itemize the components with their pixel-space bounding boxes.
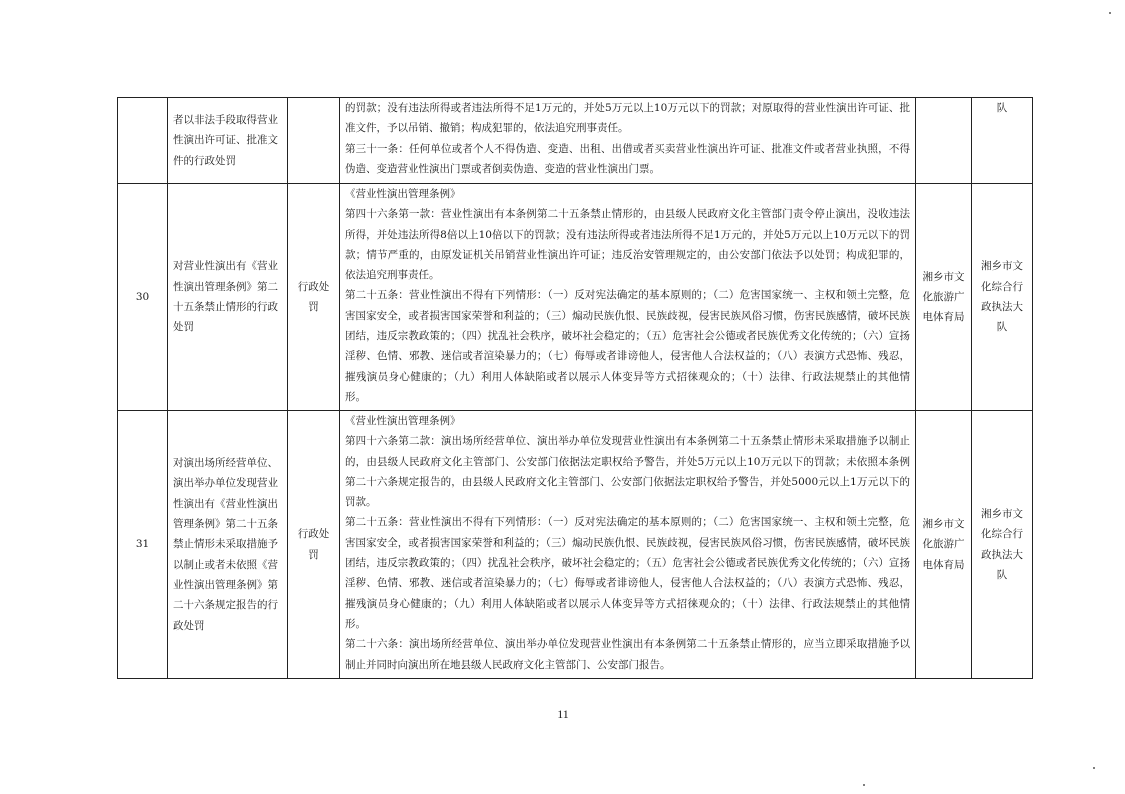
implementing-agency <box>916 98 972 184</box>
scan-speck <box>863 784 865 786</box>
basis-paragraph: 第二十五条：营业性演出不得有下列情形：（一）反对宪法确定的基本原则的；（二）危害国家统一、主权和领土完整，危害国家安全，或者损害国家荣誉和利益的；（三）煽动民族仇恨、民族歧视，侵害民族风俗习惯，伤害民族感情，破坏民族团结，违反宗教政策的；（四）扰乱社会秩序，破坏社会稳定的；（五）危害社会公德或者民族优秀文化传统的；（六）宣扬淫秽、色情、邪教、迷信或者渲染暴力的；（七）侮辱或者诽谤他人，侵害他人合法权益的；（八）表演方式恐怖、残忍，摧残演员身心健康的；（九）利用人体缺陷或者以展示人体变异等方式招徕观众的；（十）法律、行政法规禁止的其他情形。 <box>345 516 910 630</box>
implementing-agency: 湘乡市文化旅游广电体育局 <box>916 184 972 411</box>
implementing-agency: 湘乡市文化旅游广电体育局 <box>916 411 972 679</box>
row-number: 30 <box>118 184 168 411</box>
basis-paragraph: 第三十一条：任何单位或者个人不得伪造、变造、出租、出借或者买卖营业性演出许可证、批准文件或者营业执照，不得伪造、变造营业性演出门票或者倒卖伪造、变造的营业性演出门票。 <box>345 142 910 175</box>
penalty-kind <box>288 98 340 184</box>
penalty-kind: 行政处罚 <box>288 184 340 411</box>
basis-paragraph: 《营业性演出管理条例》 <box>345 188 461 200</box>
penalty-item: 对营业性演出有《营业性演出管理条例》第二十五条禁止情形的行政处罚 <box>168 184 288 411</box>
penalty-item: 者以非法手段取得营业性演出许可证、批准文件的行政处罚 <box>168 98 288 184</box>
basis-paragraph: 的罚款；没有违法所得或者违法所得不足1万元的，并处5万元以上10万元以下的罚款；对原取得的营业性演出许可证、批准文件，予以吊销、撤销；构成犯罪的，依法追究刑事责任。 <box>345 102 910 135</box>
table-row <box>118 411 1033 679</box>
page-number: 11 <box>557 707 569 721</box>
legal-basis <box>340 184 916 411</box>
scan-speck <box>1109 12 1111 14</box>
penalty-kind: 行政处罚 <box>288 411 340 679</box>
table-row <box>118 98 1033 184</box>
enforcement-unit: 湘乡市文化综合行政执法大队 <box>972 184 1033 411</box>
legal-basis <box>340 411 916 679</box>
basis-paragraph: 第二十五条：营业性演出不得有下列情形：（一）反对宪法确定的基本原则的；（二）危害国家统一、主权和领土完整，危害国家安全，或者损害国家荣誉和利益的；（三）煽动民族仇恨、民族歧视，侵害民族风俗习惯，伤害民族感情，破坏民族团结，违反宗教政策的；（四）扰乱社会秩序，破坏社会稳定的；（五）危害社会公德或者民族优秀文化传统的；（六）宣扬淫秽、色情、邪教、迷信或者渲染暴力的；（七）侮辱或者诽谤他人，侵害他人合法权益的；（八）表演方式恐怖、残忍，摧残演员身心健康的；（九）利用人体缺陷或者以展示人体变异等方式招徕观众的；（十）法律、行政法规禁止的其他情形。 <box>345 289 910 403</box>
basis-paragraph: 第二十六条：演出场所经营单位、演出举办单位发现营业性演出有本条例第二十五条禁止情形的，应当立即采取措施予以制止并同时向演出所在地县级人民政府文化主管部门、公安部门报告。 <box>345 638 910 671</box>
scan-speck <box>1093 767 1095 769</box>
enforcement-unit: 队 <box>972 98 1033 184</box>
penalty-table <box>117 97 1033 679</box>
legal-basis <box>340 98 916 184</box>
row-number: 31 <box>118 411 168 679</box>
basis-paragraph: 第四十六条第二款：演出场所经营单位、演出举办单位发现营业性演出有本条例第二十五条禁止情形未采取措施予以制止的，由县级人民政府文化主管部门、公安部门依据法定职权给予警告，并处5万元以上10万元以下的罚款；未依照本条例第二十六条规定报告的，由县级人民政府文化主管部门、公安部门依据法定职权给予警告，并处5000元以上1万元以下的罚款。 <box>345 435 910 509</box>
enforcement-unit: 湘乡市文化综合行政执法大队 <box>972 411 1033 679</box>
basis-paragraph: 《营业性演出管理条例》 <box>345 415 461 427</box>
table-row <box>118 184 1033 411</box>
penalty-item: 对演出场所经营单位、演出举办单位发现营业性演出有《营业性演出管理条例》第二十五条禁止情形未采取措施予以制止或者未依照《营业性演出管理条例》第二十六条规定报告的行政处罚 <box>168 411 288 679</box>
row-number <box>118 98 168 184</box>
basis-paragraph: 第四十六条第一款：营业性演出有本条例第二十五条禁止情形的，由县级人民政府文化主管部门责令停止演出，没收违法所得，并处违法所得8倍以上10倍以下的罚款；没有违法所得或者违法所得不足1万元的，并处5万元以上10万元以下的罚款；情节严重的，由原发证机关吊销营业性演出许可证；违反治安管理规定的，由公安部门依法予以处罚；构成犯罪的，依法追究刑事责任。 <box>345 208 910 282</box>
